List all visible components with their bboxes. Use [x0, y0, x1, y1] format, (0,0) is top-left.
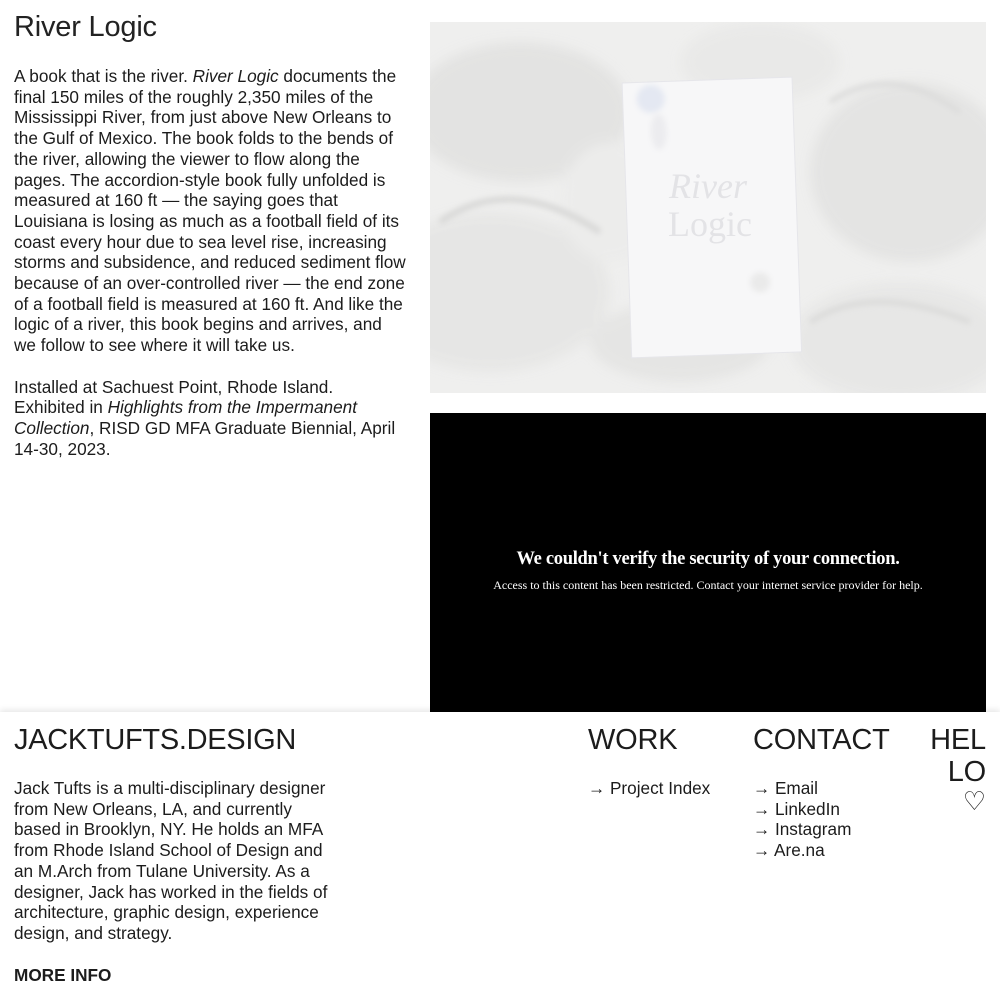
contact-heading: CONTACT [753, 724, 890, 756]
arena-link[interactable]: → Are.na [753, 840, 825, 861]
installation-paragraph [14, 377, 406, 460]
project-photo [430, 22, 986, 393]
work-links [588, 778, 710, 799]
site-brand[interactable]: JACKTUFTS.DESIGN [14, 724, 296, 756]
project-index-link[interactable]: → Project Index [588, 778, 711, 798]
video-embed-blocked[interactable] [430, 413, 986, 712]
installation-details: , RISD GD MFA Graduate Biennial, April 14-30, 2023. [14, 417, 396, 459]
connection-error-message: Access to this content has been restricted. Contact your internet service provider for help. [493, 578, 923, 592]
project-description [14, 66, 406, 459]
work-heading: WORK [588, 724, 678, 756]
instagram-link[interactable]: → Instagram [753, 819, 852, 840]
description-body: documents the final 150 miles of the roughly 2,350 miles of the Mississippi River, from just above New Orleans to the Gulf of Mexico. The book folds to the bends of the river, allowing the viewer to flow along the pages. The accordion-style book fully unfolded is measured at 160 ft — the saying goes that Louisiana is losing as much as a football field of its coast every hour due to sea level rise, increasing storms and subsidence, and reduced sediment flow because of an over-controlled river — the end zone of a football field is measured at 160 ft. And like the logic of a river, this book begins and arrives, and we follow to see where it will take us. [14, 66, 406, 356]
email-link[interactable]: → Email [753, 778, 818, 798]
contact-links [753, 778, 851, 861]
hello-line-2: LO [947, 756, 986, 788]
description-intro: A book that is the river. [14, 66, 193, 86]
book-on-rocks-image [430, 22, 986, 393]
site-footer [0, 712, 1000, 1000]
linkedin-link[interactable]: → LinkedIn [753, 798, 840, 819]
hello-text [930, 724, 986, 788]
exhibition-title: Highlights from the Impermanent Collection [14, 397, 357, 438]
designer-bio: Jack Tufts is a multi-disciplinary designer from New Orleans, LA, and currently based in Brooklyn, NY. He holds an MFA from Rhode Island School of Design and an M.Arch from Tulane University. As a designer, Jack has worked in the fields of architecture, graphic design, experience design, and strategy. [14, 778, 328, 943]
page-title: River Logic [14, 11, 157, 43]
heart-icon[interactable]: ♡ [962, 786, 986, 816]
description-book-title: River Logic [192, 66, 279, 86]
connection-error-heading: We couldn't verify the security of your connection. [516, 549, 900, 569]
installation-intro: Installed at Sachuest Point, Rhode Island. Exhibited in [14, 376, 334, 418]
cover-title-line1: River [669, 166, 747, 206]
hello-line-1: HEL [930, 724, 986, 756]
more-info-link[interactable]: MORE INFO [14, 965, 112, 985]
cover-title-line2: Logic [668, 204, 752, 244]
description-paragraph [14, 66, 406, 356]
